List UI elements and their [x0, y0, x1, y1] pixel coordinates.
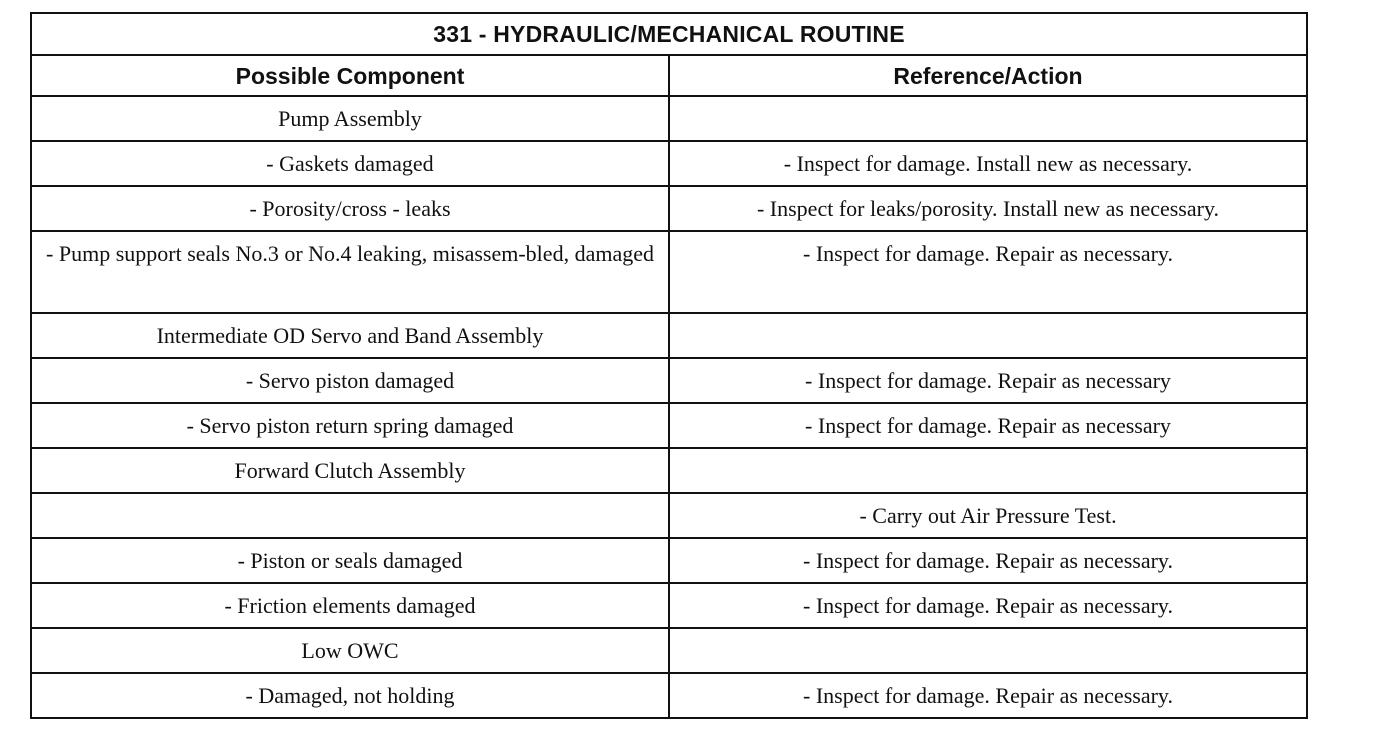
component-cell: Low OWC — [32, 628, 669, 673]
component-cell: Intermediate OD Servo and Band Assembly — [32, 313, 669, 358]
component-cell: Forward Clutch Assembly — [32, 448, 669, 493]
table-row — [32, 628, 1306, 673]
component-cell: - Porosity/cross - leaks — [32, 186, 669, 231]
action-cell: - Inspect for damage. Repair as necessary. — [669, 538, 1306, 583]
component-cell: - Servo piston return spring damaged — [32, 403, 669, 448]
table-row — [32, 358, 1306, 403]
component-cell: - Friction elements damaged — [32, 583, 669, 628]
action-cell — [669, 313, 1306, 358]
action-cell — [669, 448, 1306, 493]
component-cell: - Gaskets damaged — [32, 141, 669, 186]
component-cell: - Piston or seals damaged — [32, 538, 669, 583]
column-header-action: Reference/Action — [669, 55, 1306, 96]
component-cell: - Pump support seals No.3 or No.4 leaking, misassem-bled, damaged — [32, 231, 669, 313]
table-row — [32, 231, 1306, 313]
column-header-component: Possible Component — [32, 55, 669, 96]
hydraulic-mechanical-routine-table — [32, 14, 1306, 717]
table-row — [32, 493, 1306, 538]
table-title-row — [32, 14, 1306, 55]
action-cell: - Inspect for damage. Repair as necessary — [669, 358, 1306, 403]
table-row — [32, 673, 1306, 717]
table-row — [32, 96, 1306, 141]
table-row — [32, 403, 1306, 448]
component-cell: - Damaged, not holding — [32, 673, 669, 717]
component-cell: Pump Assembly — [32, 96, 669, 141]
table-row — [32, 583, 1306, 628]
action-cell: - Inspect for damage. Install new as necessary. — [669, 141, 1306, 186]
table-row — [32, 538, 1306, 583]
table-row — [32, 186, 1306, 231]
table-row — [32, 141, 1306, 186]
component-cell — [32, 493, 669, 538]
action-cell: - Inspect for leaks/porosity. Install new as necessary. — [669, 186, 1306, 231]
action-cell: - Inspect for damage. Repair as necessary — [669, 403, 1306, 448]
component-cell: - Servo piston damaged — [32, 358, 669, 403]
action-cell: - Inspect for damage. Repair as necessary. — [669, 673, 1306, 717]
routine-table-container — [30, 12, 1308, 719]
action-cell: - Inspect for damage. Repair as necessary. — [669, 583, 1306, 628]
table-title: 331 - HYDRAULIC/MECHANICAL ROUTINE — [32, 14, 1306, 55]
table-row — [32, 448, 1306, 493]
table-row — [32, 313, 1306, 358]
column-header-row — [32, 55, 1306, 96]
action-cell — [669, 628, 1306, 673]
action-cell: - Carry out Air Pressure Test. — [669, 493, 1306, 538]
action-cell: - Inspect for damage. Repair as necessary. — [669, 231, 1306, 313]
action-cell — [669, 96, 1306, 141]
